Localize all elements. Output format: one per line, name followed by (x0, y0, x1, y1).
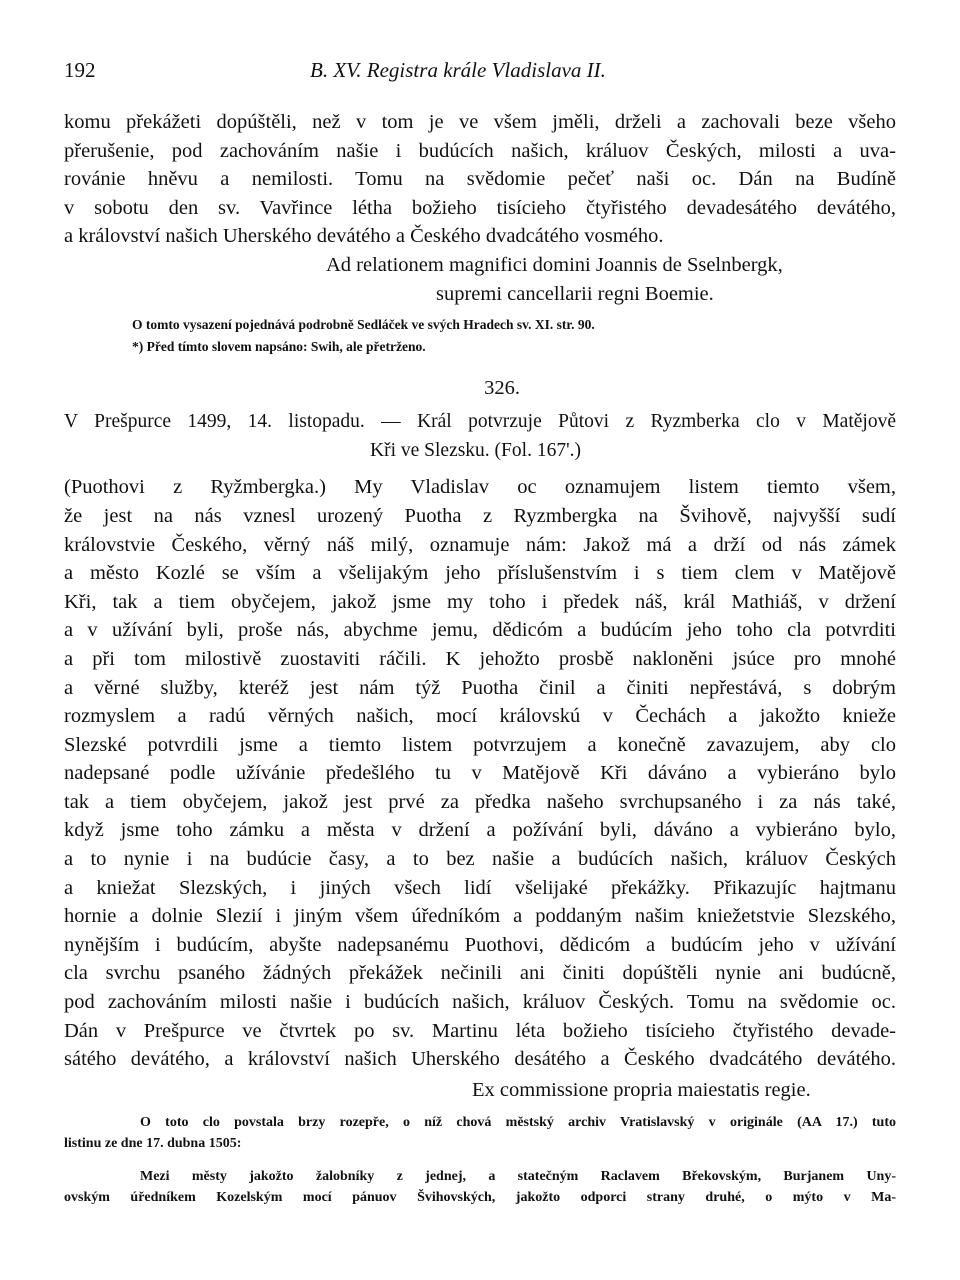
text-line: a království našich Uherského devátého a Českého dvadcátého vosmého. (64, 225, 664, 248)
document-page (64, 58, 896, 1208)
footnote-line: O toto clo povstala brzy rozepře, o níž chová městský archiv Vratislavský v originále (AA 17.) tuto (140, 1115, 896, 1131)
body-line: a v užívání byli, proše nás, abychme jemu, dědicóm a budúcím jeho toho cla potvrditi (64, 619, 896, 642)
body-line: cla svrchu psaného žádných překážek nečinili ani činiti dopúštěli nynie ani budúcně, (64, 962, 896, 985)
body-line: a to nynie i na budúcie časy, a to bez našie a budúcích našich, králuov Českých (64, 848, 896, 871)
editor-note: O tomto vysazení pojednává podrobně Sedláček ve svých Hradech sv. XI. str. 90. (132, 317, 595, 333)
body-line: rozmyslem a radú věrných našich, mocí královskú v Čechách a jakožto knieže (64, 705, 896, 728)
body-line: a kniežat Slezských, i jiných všech lidí všelijaké překážky. Přikazujíc hajtmanu (64, 876, 896, 899)
body-line: a město Kozlé se vším a všelijakým jeho příslušenstvím i s tiem clem v Matějově (64, 562, 896, 585)
body-line: pod zachováním milosti našie i budúcích našich, králuov Českých. Tomu na svědomie oc. (64, 991, 896, 1014)
body-line: tak a tiem obyčejem, jakož jest prvé za předka našeho svrchupsaného i za nás také, (64, 790, 896, 813)
body-line: že jest na nás vznesl urozený Puotha z Ryzmbergka na Švihově, najvyšší sudí (64, 504, 896, 527)
text-line: rovánie hněvu a nemilosti. Tomu na svědomie pečeť naši oc. Dán na Budíně (64, 168, 896, 191)
closing-formula: Ex commissione propria maiestatis regie. (472, 1078, 811, 1101)
body-line: Dán v Prešpurce ve čtvrtek po sv. Martinu léta božieho tisícieho čtyřistého devade- (64, 1019, 896, 1042)
running-title: B. XV. Registra krále Vladislava II. (310, 58, 606, 82)
editor-notes (64, 314, 896, 358)
body-line: nynějším i budúcím, abyšte nadepsanému Puothovi, dědicóm a budúcím jeho v užívání (64, 933, 896, 956)
relation-line: Ad relationem magnifici domini Joannis de Sselnbergk, (326, 253, 783, 276)
body-line: hornie a dolnie Slezií i jiným všem úředníkóm a poddaným našim kniežetstvie Slezského, (64, 905, 896, 928)
footnote-line: listinu ze dne 17. dubna 1505: (64, 1136, 242, 1152)
document-regest (64, 408, 896, 465)
running-head (64, 58, 896, 92)
text-line: přerušenie, pod zachováním našie i budúcích našich, králuov Českých, milosti a uva- (64, 139, 896, 162)
regest-line: Kři ve Slezsku. (Fol. 167'.) (370, 439, 581, 461)
body-line: (Puothovi z Ryžmbergka.) My Vladislav oc oznamujem listem tiemto všem, (64, 476, 896, 499)
relation-line: supremi cancellarii regni Boemie. (436, 282, 714, 305)
body-line: Kři, tak a tiem obyčejem, jakož jsme my toho i předek náš, král Mathiáš, v držení (64, 590, 896, 613)
regest-line: V Prešpurce 1499, 14. listopadu. — Král potvrzuje Půtovi z Ryzmberka clo v Matějově (64, 411, 896, 433)
body-line: Slezské potvrdili jsme a tiemto listem potvrzujem a konečně zavazujem, aby clo (64, 733, 896, 756)
body-line: když jsme toho zámku a města v držení a požívání byli, dáváno a vybieráno bylo, (64, 819, 896, 842)
continuation-paragraph (64, 108, 896, 251)
body-line: a při tom milostivě zuostaviti ráčili. K jehožto prosbě nakloněni jsúce pro mnohé (64, 647, 896, 670)
text-line: v sobotu den sv. Vavřince létha božieho tisícieho čtyřistého devadesátého devátého, (64, 196, 896, 219)
footnote (64, 1112, 896, 1154)
body-line: sátého devátého, a království našich Uherského desátého a Českého dvadcátého devátého. (64, 1048, 896, 1071)
quoted-line: ovským úředníkem Kozelským mocí pánuov Švihovských, jakožto odporci strany druhé, o mýto v Ma- (64, 1190, 896, 1206)
quoted-document (64, 1166, 896, 1208)
body-line: a věrné služby, kteréž jest nám týž Puotha činil a činiti nepřestává, s dobrým (64, 676, 896, 699)
page-number: 192 (64, 58, 96, 82)
text-line: komu překážeti dopúštěli, než v tom je ve všem jměli, drželi a zachovali beze všeho (64, 111, 896, 133)
editor-note: *) Před tímto slovem napsáno: Swih, ale přetrženo. (132, 339, 426, 355)
quoted-line: Mezi městy jakožto žalobníky z jednej, a statečným Raclavem Břekovským, Burjanem Uny- (140, 1169, 896, 1185)
body-line: královstvie Českého, věrný náš milý, oznamuje nám: Jakož má a drží od nás zámek (64, 533, 896, 556)
relation-note (64, 251, 896, 308)
body-line: nadepsané podle užívánie předešlého tu v Matějově Kři dáváno a vybieráno bylo (64, 762, 896, 785)
document-body (64, 473, 896, 1073)
document-number: 326. (484, 377, 520, 400)
